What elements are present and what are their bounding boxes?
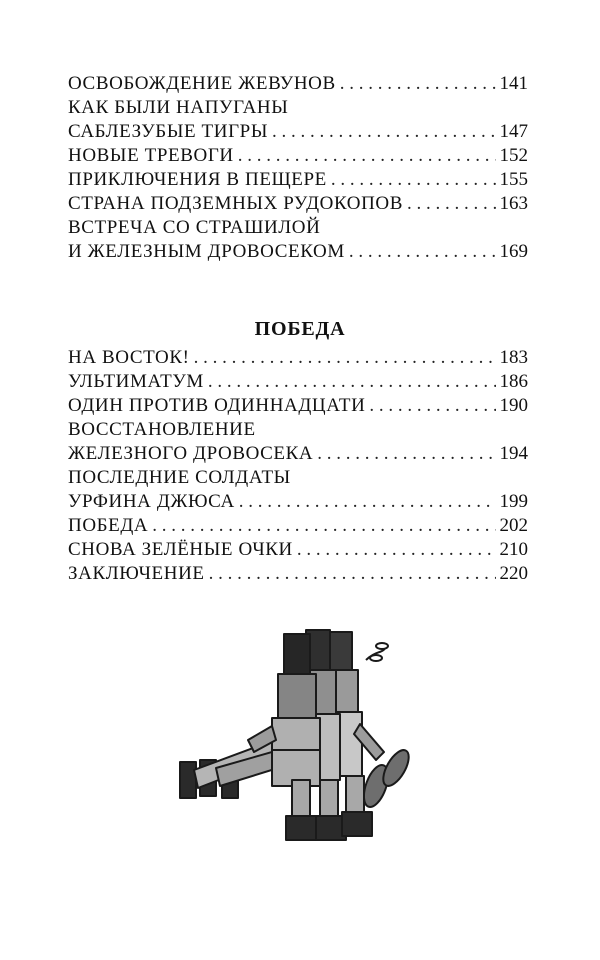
toc-entry-page: 183 (499, 347, 528, 368)
toc-entry-page: 199 (499, 491, 528, 512)
toc-entry[interactable] (68, 562, 528, 586)
toc-entry-title: ПРИКЛЮЧЕНИЯ В ПЕЩЕРЕ (68, 169, 327, 190)
toc-entry-page: 210 (499, 539, 528, 560)
toc-entry-title: КАК БЫЛИ НАПУГАНЫ (68, 97, 289, 118)
toc-list-part2 (68, 346, 528, 586)
toc-entry-title: СНОВА ЗЕЛЁНЫЕ ОЧКИ (68, 539, 293, 560)
toc-leader-dots (194, 346, 496, 370)
toc-entry-page: 147 (499, 121, 528, 142)
toc-entry-page: 220 (499, 563, 528, 584)
toc-entry-title: САБЛЕЗУБЫЕ ТИГРЫ (68, 121, 268, 142)
toc-leader-dots (239, 490, 496, 514)
toc-entry[interactable] (68, 370, 528, 394)
toc-entry-page: 163 (499, 193, 528, 214)
toc-entry[interactable] (68, 168, 528, 192)
toc-entry[interactable] (68, 442, 528, 466)
toc-leader-dots (340, 72, 496, 96)
toc-entry-page: 202 (499, 515, 528, 536)
toc-entry-title: ОДИН ПРОТИВ ОДИННАДЦАТИ (68, 395, 366, 416)
toc-entry-page: 141 (499, 73, 528, 94)
toc-leader-dots (331, 168, 496, 192)
toc-leader-dots (317, 442, 495, 466)
toc-entry-title: ЗАКЛЮЧЕНИЕ (68, 563, 205, 584)
toc-list-part1 (68, 72, 528, 264)
toc-leader-dots (349, 240, 496, 264)
toc-leader-dots (369, 394, 495, 418)
toc-leader-dots (152, 514, 495, 538)
toc-leader-dots (272, 120, 496, 144)
toc-entry[interactable] (68, 216, 528, 240)
soldiers-illustration (170, 620, 420, 860)
section-title: ПОБЕДА (254, 318, 346, 340)
toc-entry[interactable] (68, 394, 528, 418)
toc-entry[interactable] (68, 96, 528, 120)
toc-entry-title: НОВЫЕ ТРЕВОГИ (68, 145, 234, 166)
toc-entry[interactable] (68, 538, 528, 562)
toc-entry-title: ВСТРЕЧА СО СТРАШИЛОЙ (68, 217, 321, 238)
toc-entry-page: 190 (499, 395, 528, 416)
toc-entry[interactable] (68, 240, 528, 264)
toc-leader-dots (209, 562, 496, 586)
toc-entry-page: 169 (499, 241, 528, 262)
toc-entry-title: ВОССТАНОВЛЕНИЕ (68, 419, 256, 440)
toc-entry[interactable] (68, 72, 528, 96)
toc-entry-page: 155 (499, 169, 528, 190)
toc-entry[interactable] (68, 144, 528, 168)
toc-leader-dots (238, 144, 496, 168)
toc-entry[interactable] (68, 120, 528, 144)
toc-entry-title: СТРАНА ПОДЗЕМНЫХ РУДОКОПОВ (68, 193, 403, 214)
toc-entry[interactable] (68, 418, 528, 442)
toc-entry-title: УЛЬТИМАТУМ (68, 371, 204, 392)
toc-entry[interactable] (68, 514, 528, 538)
toc-entry[interactable] (68, 346, 528, 370)
toc-entry[interactable] (68, 466, 528, 490)
toc-entry[interactable] (68, 490, 528, 514)
toc-leader-dots (208, 370, 496, 394)
toc-entry-title: ПОСЛЕДНИЕ СОЛДАТЫ (68, 467, 291, 488)
toc-entry[interactable] (68, 192, 528, 216)
toc-leader-dots (297, 538, 496, 562)
toc-entry-title: ПОБЕДА (68, 515, 149, 536)
toc-entry-title: И ЖЕЛЕЗНЫМ ДРОВОСЕКОМ (68, 241, 345, 262)
toc-entry-page: 152 (499, 145, 528, 166)
toc-entry-title: УРФИНА ДЖЮСА (68, 491, 235, 512)
toc-entry-title: ЖЕЛЕЗНОГО ДРОВОСЕКА (68, 443, 314, 464)
toc-leader-dots (407, 192, 496, 216)
toc-entry-title: НА ВОСТОК! (68, 347, 190, 368)
toc-entry-title: ОСВОБОЖДЕНИЕ ЖЕВУНОВ (68, 73, 336, 94)
toc-entry-page: 186 (499, 371, 528, 392)
toc-entry-page: 194 (499, 443, 528, 464)
